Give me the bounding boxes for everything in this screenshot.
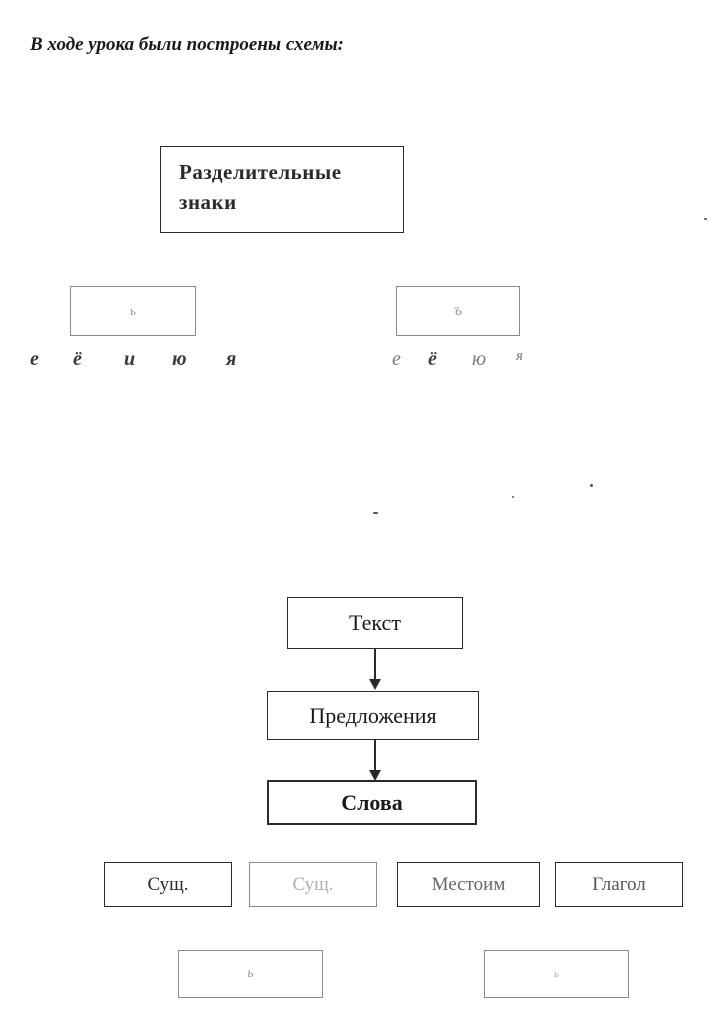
hard-vowel-ya: я [516,348,523,364]
dividing-signs-title-line1: Разделительные [179,160,342,184]
pos-pronoun-label: Местоим [431,873,506,895]
text-box [287,597,463,649]
scan-speck [373,512,378,514]
bottom-left-box [178,950,323,998]
words-box-label: Слова [341,789,403,815]
bottom-right-label: ь [553,968,560,980]
hard-sign-box [396,286,520,336]
sentences-box [267,691,479,740]
hard-vowel-yu: ю [472,348,487,370]
dividing-signs-title-line2: знаки [179,190,237,214]
arrow-head-down-icon [369,679,381,690]
pos-noun-2-label: Сущ. [292,873,334,895]
hard-vowel-yo: ё [428,348,437,370]
sentences-box-label: Предложения [309,702,437,728]
scan-speck [704,218,707,220]
arrow-text-to-sentences [374,649,376,679]
soft-vowel-e: е [30,348,39,370]
dividing-signs-box [160,146,404,233]
scan-speck [512,496,514,498]
pos-noun-2-box [249,862,377,907]
pos-noun-label: Сущ. [147,873,189,895]
scan-speck [590,484,593,487]
pos-pronoun-box [397,862,540,907]
soft-vowel-ya: я [226,348,237,370]
soft-sign-box [70,286,196,336]
words-box [267,780,477,825]
soft-vowel-yu: ю [172,348,187,370]
soft-sign-label: ь [130,303,136,318]
hard-vowel-e: е [392,348,401,370]
pos-noun-box [104,862,232,907]
pos-verb-box [555,862,683,907]
hard-sign-vowels [392,348,542,374]
bottom-left-label: ь [247,966,254,981]
bottom-right-box [484,950,629,998]
soft-vowel-i: и [124,348,136,370]
soft-vowel-yo: ё [73,348,82,370]
page-heading: В ходе урока были построены схемы: [30,34,344,55]
arrow-sentences-to-words [374,740,376,770]
hard-sign-label: ъ [453,302,463,319]
soft-sign-vowels [30,348,260,374]
text-box-label: Текст [349,610,401,635]
pos-verb-label: Глагол [592,873,646,895]
